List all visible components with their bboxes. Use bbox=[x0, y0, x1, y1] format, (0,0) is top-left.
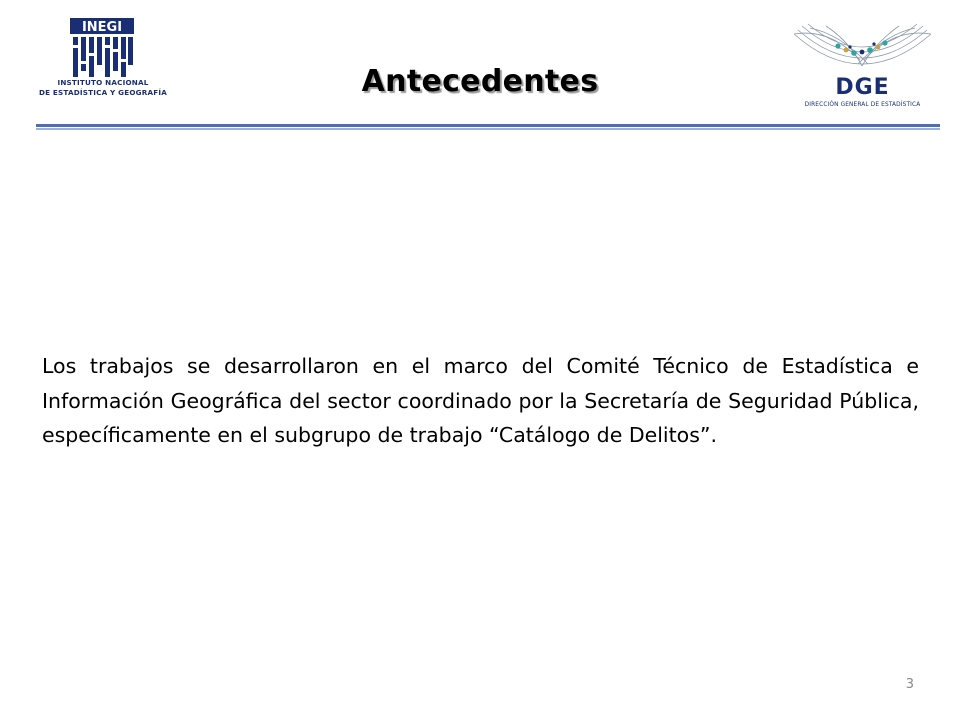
inegi-logo-line1: INSTITUTO NACIONAL bbox=[57, 78, 149, 87]
page-title: Antecedentes bbox=[361, 64, 599, 99]
header-divider bbox=[36, 124, 940, 132]
body-paragraph: Los trabajos se desarrollaron en el marco del Comité Técnico de Estadística e Información Geográfica del sector coordinado por la Secretaría de Seguridad Pública, específicamente en el subgrupo de trabajo “Catálogo de Delitos”. bbox=[42, 354, 919, 447]
inegi-logo-line2: DE ESTADÍSTICA Y GEOGRAFÍA bbox=[38, 88, 168, 97]
page-number: 3 bbox=[905, 677, 914, 692]
inegi-mark-text: INEGI bbox=[81, 20, 123, 35]
dge-logo-subtitle: DIRECCIÓN GENERAL DE ESTADÍSTICA bbox=[804, 102, 921, 108]
dge-mark-text: DGE bbox=[835, 75, 890, 100]
dge-logo bbox=[790, 20, 935, 108]
dge-globe-icon bbox=[790, 20, 935, 104]
